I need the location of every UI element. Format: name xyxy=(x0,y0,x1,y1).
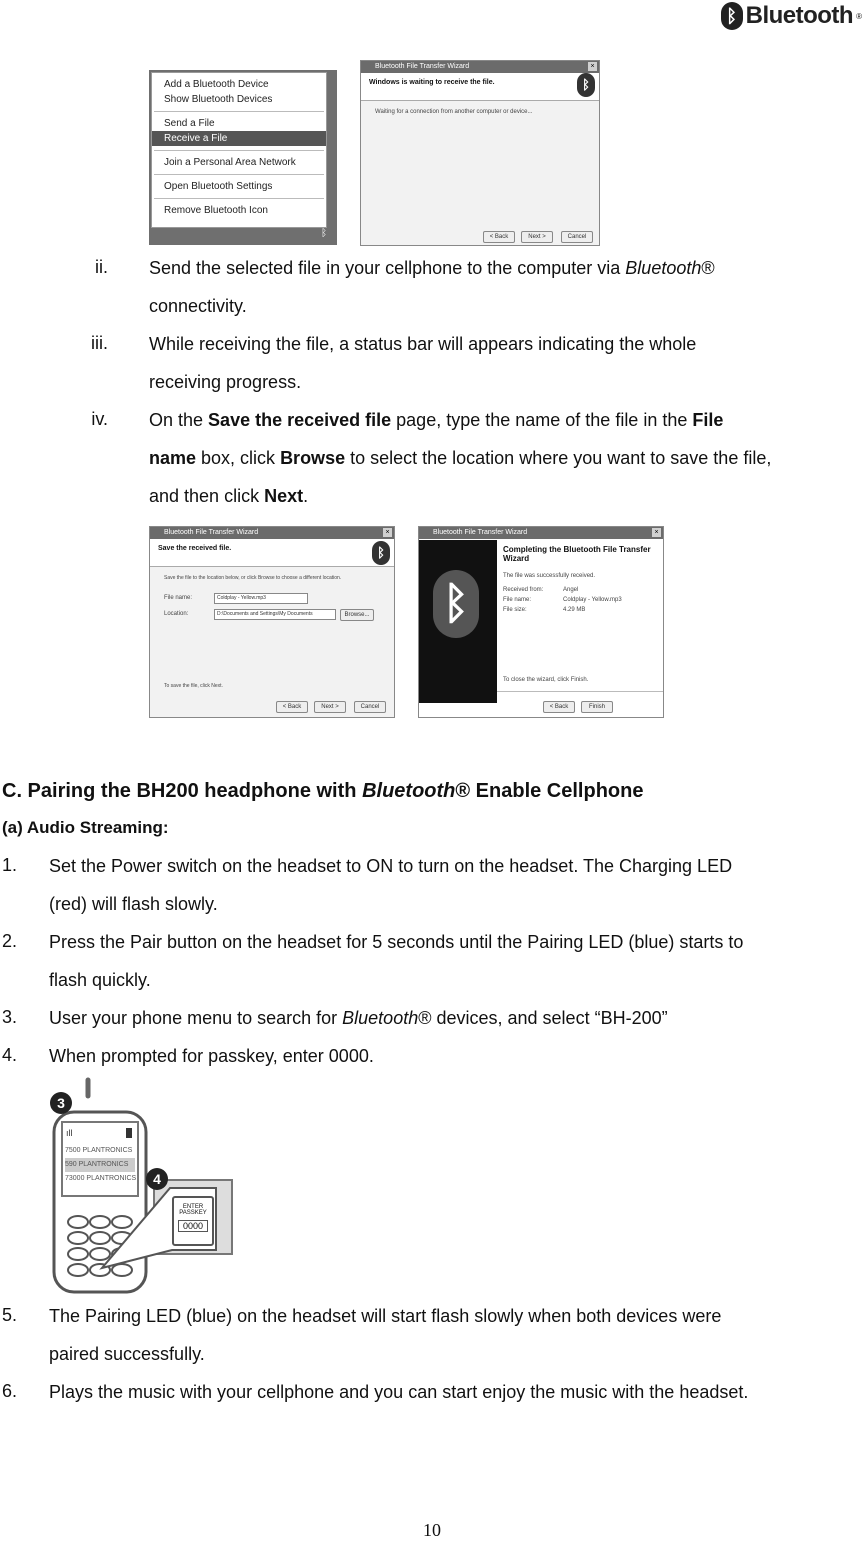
wizard-footer: To close the wizard, click Finish. xyxy=(503,677,589,683)
step-number: 6. xyxy=(2,1381,18,1401)
wizard-side-panel xyxy=(419,540,497,703)
passkey-prompt-2: PASSKEY xyxy=(179,1210,207,1216)
step-number: ii. xyxy=(95,257,108,277)
back-button[interactable]: < Back xyxy=(276,701,308,713)
step-text: Plays the music with your cellphone and you can start enjoy the music with the headset. xyxy=(49,1382,749,1402)
complete-wizard-window xyxy=(418,526,664,718)
filename-input[interactable]: Coldplay - Yellow.mp3 xyxy=(214,593,308,604)
filename-label: File name: xyxy=(164,595,193,601)
divider xyxy=(497,691,663,692)
wizard-heading: Save the received file. xyxy=(150,539,394,567)
close-icon[interactable]: × xyxy=(652,528,661,537)
next-button[interactable]: Next > xyxy=(521,231,553,243)
step-text: While receiving the file, a status bar will appears indicating the whole xyxy=(149,334,697,354)
wizard-body: The file was successfully received. xyxy=(503,573,596,579)
step-text: Set the Power switch on the headset to ON to turn on the headset. The Charging LED xyxy=(49,856,733,876)
window-title: Bluetooth File Transfer Wizard xyxy=(419,527,663,539)
logo-trademark: ® xyxy=(856,11,862,21)
wizard-heading: Windows is waiting to receive the file. xyxy=(361,73,599,101)
signal-icon: ıll xyxy=(66,1128,73,1138)
close-icon[interactable]: × xyxy=(383,528,392,537)
file-info-value: 4.29 MB xyxy=(563,607,586,613)
back-button[interactable]: < Back xyxy=(543,701,575,713)
close-icon[interactable]: × xyxy=(588,62,597,71)
menu-item[interactable]: Open Bluetooth Settings xyxy=(164,181,273,192)
bluetooth-logo xyxy=(721,2,862,30)
step-text: Press the Pair button on the headset for 5 seconds until the Pairing LED (blue) starts to xyxy=(49,932,744,952)
menu-item[interactable]: Send a File xyxy=(164,118,215,129)
step-number: 4. xyxy=(2,1045,18,1065)
step-number: 2. xyxy=(2,931,18,951)
step-text: flash quickly. xyxy=(49,970,151,990)
step-3-badge: 3 xyxy=(50,1092,72,1114)
bluetooth-icon: ᛒ xyxy=(372,541,390,565)
step-number: iv. xyxy=(91,409,108,429)
step-text: connectivity. xyxy=(149,296,247,316)
menu-separator xyxy=(154,198,324,199)
receive-wizard-window xyxy=(360,60,600,246)
window-title: Bluetooth File Transfer Wizard xyxy=(361,61,599,73)
file-info-label: File name: xyxy=(503,597,532,603)
save-wizard-window xyxy=(149,526,395,718)
menu-item[interactable]: Remove Bluetooth Icon xyxy=(164,205,268,216)
menu-item[interactable]: Join a Personal Area Network xyxy=(164,157,296,168)
step-text: On the Save the received file page, type the name of the file in the File xyxy=(149,410,724,430)
wizard-footer: To save the file, click Next. xyxy=(164,683,223,689)
bluetooth-context-menu xyxy=(149,70,337,245)
cancel-button[interactable]: Cancel xyxy=(561,231,593,243)
wizard-body: Waiting for a connection from another computer or device... xyxy=(375,109,533,115)
menu-separator xyxy=(154,111,324,112)
tray-bluetooth-icon: ᛒ xyxy=(321,228,327,239)
bluetooth-large-icon: ᛒ xyxy=(433,570,479,638)
bluetooth-icon: ᛒ xyxy=(577,73,595,97)
file-info-value: Angel xyxy=(563,587,579,593)
location-label: Location: xyxy=(164,611,189,617)
back-button[interactable]: < Back xyxy=(483,231,515,243)
menu-item[interactable]: Receive a File xyxy=(152,131,326,146)
menu-item[interactable]: Add a Bluetooth Device xyxy=(164,79,269,90)
bluetooth-rune-icon: ᛒ xyxy=(721,2,743,30)
browse-button[interactable]: Browse... xyxy=(340,609,374,621)
bluetooth-logo-text: Bluetooth xyxy=(745,2,854,29)
window-title: Bluetooth File Transfer Wizard xyxy=(150,527,394,539)
passkey-code: 0000 xyxy=(178,1220,208,1232)
menu-separator xyxy=(154,174,324,175)
location-input[interactable]: D:\Documents and Settings\My Documents xyxy=(214,609,336,620)
finish-button[interactable]: Finish xyxy=(581,701,613,713)
file-info-label: Received from: xyxy=(503,587,544,593)
menu-item[interactable]: Show Bluetooth Devices xyxy=(164,94,273,105)
subheading: (a) Audio Streaming: xyxy=(2,818,169,837)
cancel-button[interactable]: Cancel xyxy=(354,701,386,713)
menu-separator xyxy=(154,150,324,151)
step-number: 5. xyxy=(2,1305,18,1325)
phone-list-item: 7500 PLANTRONICS xyxy=(65,1147,133,1154)
phone-list-item: 73000 PLANTRONICS xyxy=(65,1175,137,1182)
passkey-popup xyxy=(172,1196,214,1246)
step-number: 1. xyxy=(2,855,18,875)
step-text: and then click Next. xyxy=(149,486,309,506)
page-number: 10 xyxy=(423,1520,441,1540)
wizard-heading: Completing the Bluetooth File Transfer Wizard xyxy=(503,545,651,563)
wizard-body: Save the file to the location below, or click Browse to choose a different location. xyxy=(164,575,342,581)
section-heading: C. Pairing the BH200 headphone with Bluetooth® Enable Cellphone xyxy=(2,780,644,802)
step-text: paired successfully. xyxy=(49,1344,205,1364)
step-number: iii. xyxy=(91,333,108,353)
step-text: When prompted for passkey, enter 0000. xyxy=(49,1046,374,1066)
device-list xyxy=(65,1144,135,1186)
step-text: Send the selected file in your cellphone to the computer via Bluetooth® xyxy=(149,258,715,278)
step-number: 3. xyxy=(2,1007,18,1027)
phone-illustration xyxy=(48,1072,234,1298)
step-text: name box, click Browse to select the location where you want to save the file, xyxy=(149,448,772,468)
context-menu-list xyxy=(151,72,327,228)
phone-list-item: 590 PLANTRONICS xyxy=(65,1161,129,1168)
file-info-label: File size: xyxy=(503,607,527,613)
step-text: receiving progress. xyxy=(149,372,302,392)
file-info-value: Coldplay - Yellow.mp3 xyxy=(563,597,622,603)
step-text: User your phone menu to search for Bluetooth® devices, and select “BH-200” xyxy=(49,1008,668,1028)
battery-icon xyxy=(126,1128,132,1138)
step-text: (red) will flash slowly. xyxy=(49,894,218,914)
next-button[interactable]: Next > xyxy=(314,701,346,713)
step-text: The Pairing LED (blue) on the headset will start flash slowly when both devices were xyxy=(49,1306,722,1326)
passkey-prompt-1: ENTER xyxy=(182,1204,204,1210)
step-4-badge: 4 xyxy=(146,1168,168,1190)
